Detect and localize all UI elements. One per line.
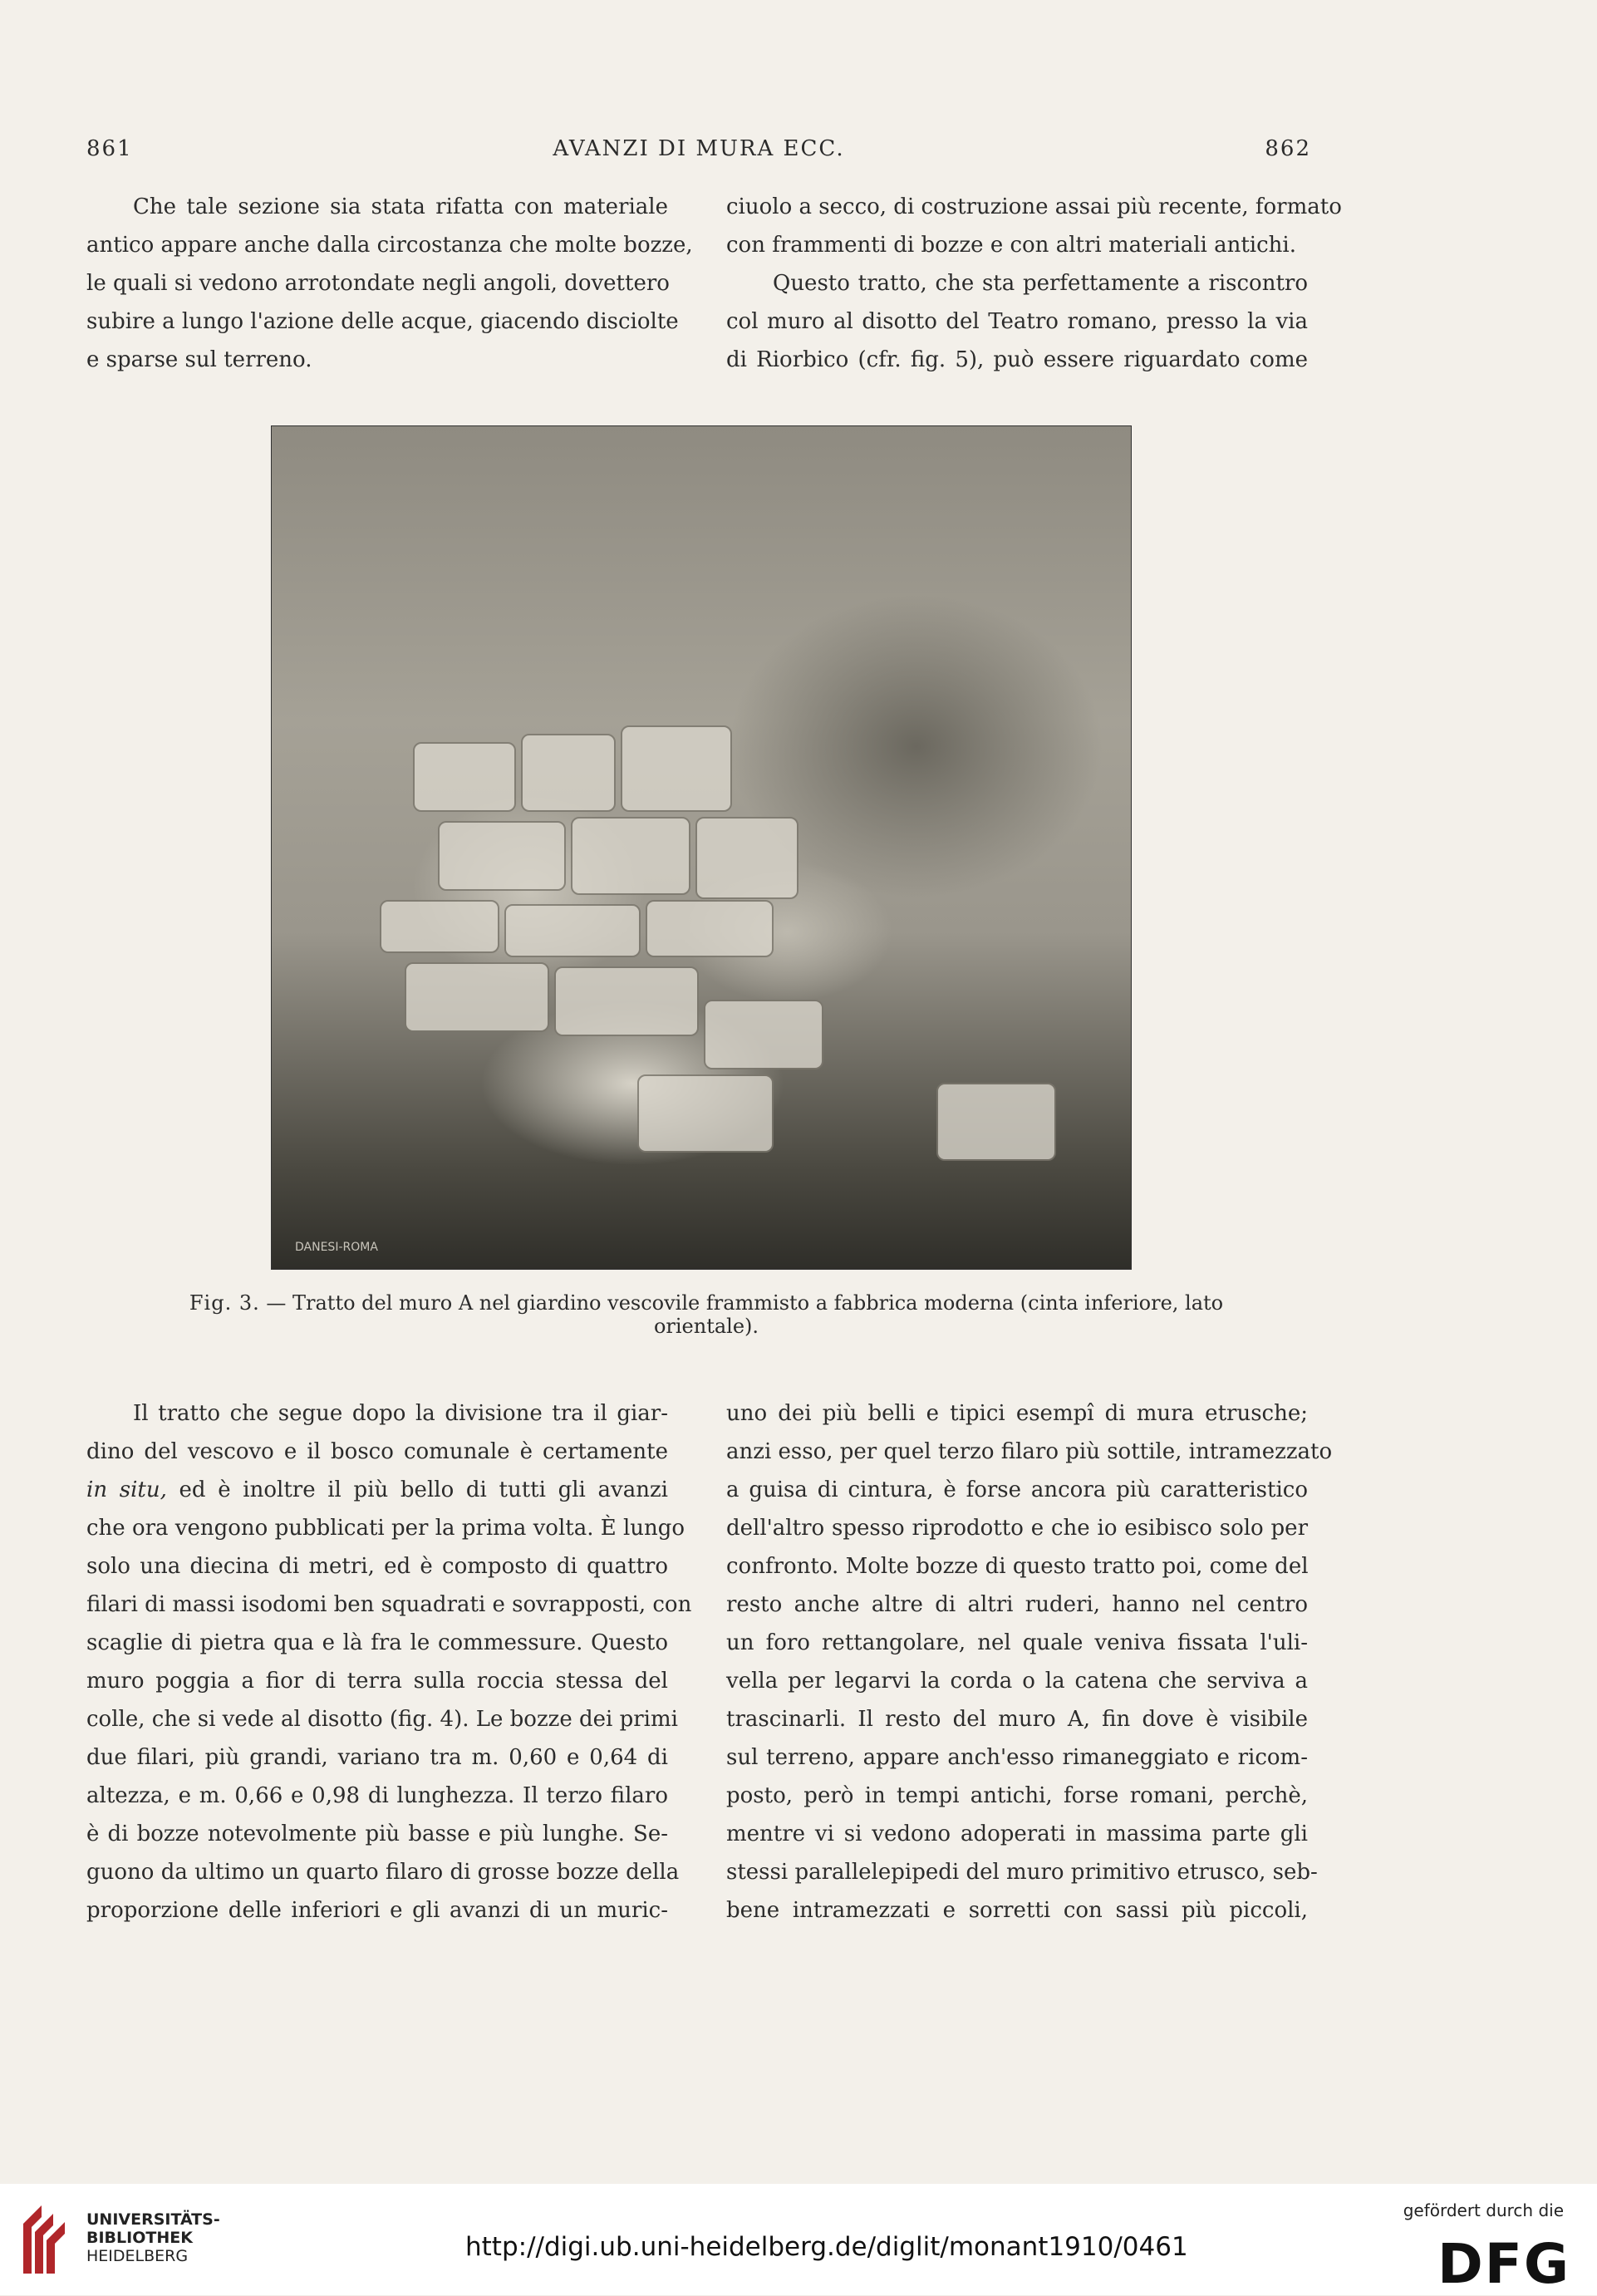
text-line: dell'altro spesso riprodotto e che io esibisco solo per [726, 1516, 1308, 1541]
text-line: proporzione delle inferiori e gli avanzi di un muric- [86, 1898, 668, 1923]
top-right-column [726, 188, 1342, 379]
text-line: in situ, ed è inoltre il più bello di tutti gli avanzi [86, 1477, 668, 1502]
running-title: AVANZI DI MURA ECC. [553, 136, 845, 161]
text-line: subire a lungo l'azione delle acque, giacendo disciolte [86, 309, 679, 334]
page-header [86, 136, 1311, 170]
bottom-right-column [726, 1394, 1333, 1930]
figure-photo-wall [271, 425, 1132, 1270]
stone-block [571, 817, 690, 895]
library-name: UNIVERSITÄTS- BIBLIOTHEK HEIDELBERG [86, 2210, 220, 2265]
text-line: stessi parallelepipedi del muro primitivo etrusco, seb- [726, 1860, 1318, 1885]
stone-block [646, 900, 774, 957]
permalink-url[interactable]: http://digi.ub.uni-heidelberg.de/diglit/monant1910/0461 [465, 2232, 1188, 2262]
stone-block [637, 1074, 774, 1153]
text-line: di Riorbico (cfr. fig. 5), può essere riguardato come [726, 347, 1308, 372]
text-line: Il tratto che segue dopo la divisione tra il giar- [133, 1401, 668, 1426]
page-number-right: 862 [1265, 136, 1311, 161]
text-line: vella per legarvi la corda o la catena che serviva a [726, 1669, 1308, 1694]
bottom-left-column [86, 1394, 692, 1930]
text-line: bene intramezzati e sorretti con sassi più piccoli, [726, 1898, 1308, 1923]
stone-block [405, 962, 549, 1032]
stone-block [413, 742, 516, 812]
text-line: uno dei più belli e tipici esempî di mura etrusche; [726, 1401, 1308, 1426]
text-line: antico appare anche dalla circostanza che molte bozze, [86, 233, 693, 258]
viewer-footer [0, 2184, 1597, 2295]
italic-term: in situ, [86, 1477, 167, 1502]
text-line: filari di massi isodomi ben squadrati e sovrapposti, con [86, 1592, 692, 1617]
stone-block [936, 1083, 1056, 1161]
stone-block [695, 817, 798, 899]
page-number-left: 861 [86, 136, 133, 161]
library-logo-icon [17, 2199, 68, 2279]
text-line: solo una diecina di metri, ed è composto di quattro [86, 1554, 668, 1579]
text-line: due filari, più grandi, variano tra m. 0,60 e 0,64 di [86, 1745, 668, 1770]
top-left-column [86, 188, 693, 379]
text-line: dino del vescovo e il bosco comunale è certamente [86, 1439, 668, 1464]
text-line: Che tale sezione sia stata rifatta con materiale [133, 194, 668, 219]
text-line: che ora vengono pubblicati per la prima volta. È lungo [86, 1516, 685, 1541]
text-line: col muro al disotto del Teatro romano, presso la via [726, 309, 1308, 334]
text-line: scaglie di pietra qua e là fra le commessure. Questo [86, 1630, 668, 1655]
figure-caption-text: — Tratto del muro A nel giardino vescovile frammisto a fabbrica moderna (cinta inferiore, lato orientale). [266, 1291, 1224, 1338]
text-line: confronto. Molte bozze di questo tratto poi, come del [726, 1554, 1309, 1579]
dfg-logo: DFG [1437, 2232, 1570, 2296]
text-line: Questo tratto, che sta perfettamente a riscontro [773, 271, 1308, 296]
stone-block [704, 1000, 823, 1069]
text-line: le quali si vedono arrotondate negli angoli, dovettero [86, 271, 670, 296]
stone-block [554, 966, 699, 1036]
text-line: altezza, e m. 0,66 e 0,98 di lunghezza. Il terzo filaro [86, 1783, 668, 1808]
text-line: a guisa di cintura, è forse ancora più caratteristico [726, 1477, 1308, 1502]
text-line: mentre vi si vedono adoperati in massima parte gli [726, 1822, 1308, 1846]
figure-label: Fig. 3. [189, 1291, 260, 1315]
text-line: ciuolo a secco, di costruzione assai più recente, formato [726, 194, 1342, 219]
text-line: sul terreno, appare anch'esso rimaneggiato e ricom- [726, 1745, 1308, 1770]
text-line: colle, che si vede al disotto (fig. 4). Le bozze dei primi [86, 1707, 678, 1732]
text-line: è di bozze notevolmente più basse e più lunghe. Se- [86, 1822, 668, 1846]
stone-block [380, 900, 499, 953]
text-line: posto, però in tempi antichi, forse romani, perchè, [726, 1783, 1308, 1808]
text-line: guono da ultimo un quarto filaro di grosse bozze della [86, 1860, 680, 1885]
text-line: con frammenti di bozze e con altri materiali antichi. [726, 233, 1296, 258]
figure-caption [150, 1291, 1263, 1338]
text-line: trascinarli. Il resto del muro A, fin dove è visibile [726, 1707, 1308, 1732]
text-line: muro poggia a fior di terra sulla roccia stessa del [86, 1669, 668, 1694]
text-line: e sparse sul terreno. [86, 347, 312, 372]
text-line: resto anche altre di altri ruderi, hanno nel centro [726, 1592, 1308, 1617]
stone-block [521, 734, 616, 812]
funding-label: gefördert durch die [1403, 2200, 1564, 2220]
text-line: anzi esso, per quel terzo filaro più sottile, intramezzato [726, 1439, 1333, 1464]
stone-block [504, 904, 641, 957]
text-line: un foro rettangolare, nel quale veniva fissata l'uli- [726, 1630, 1308, 1655]
photo-credit: DANESI-ROMA [295, 1241, 378, 1254]
stone-block [438, 821, 566, 891]
stone-block [621, 725, 732, 812]
